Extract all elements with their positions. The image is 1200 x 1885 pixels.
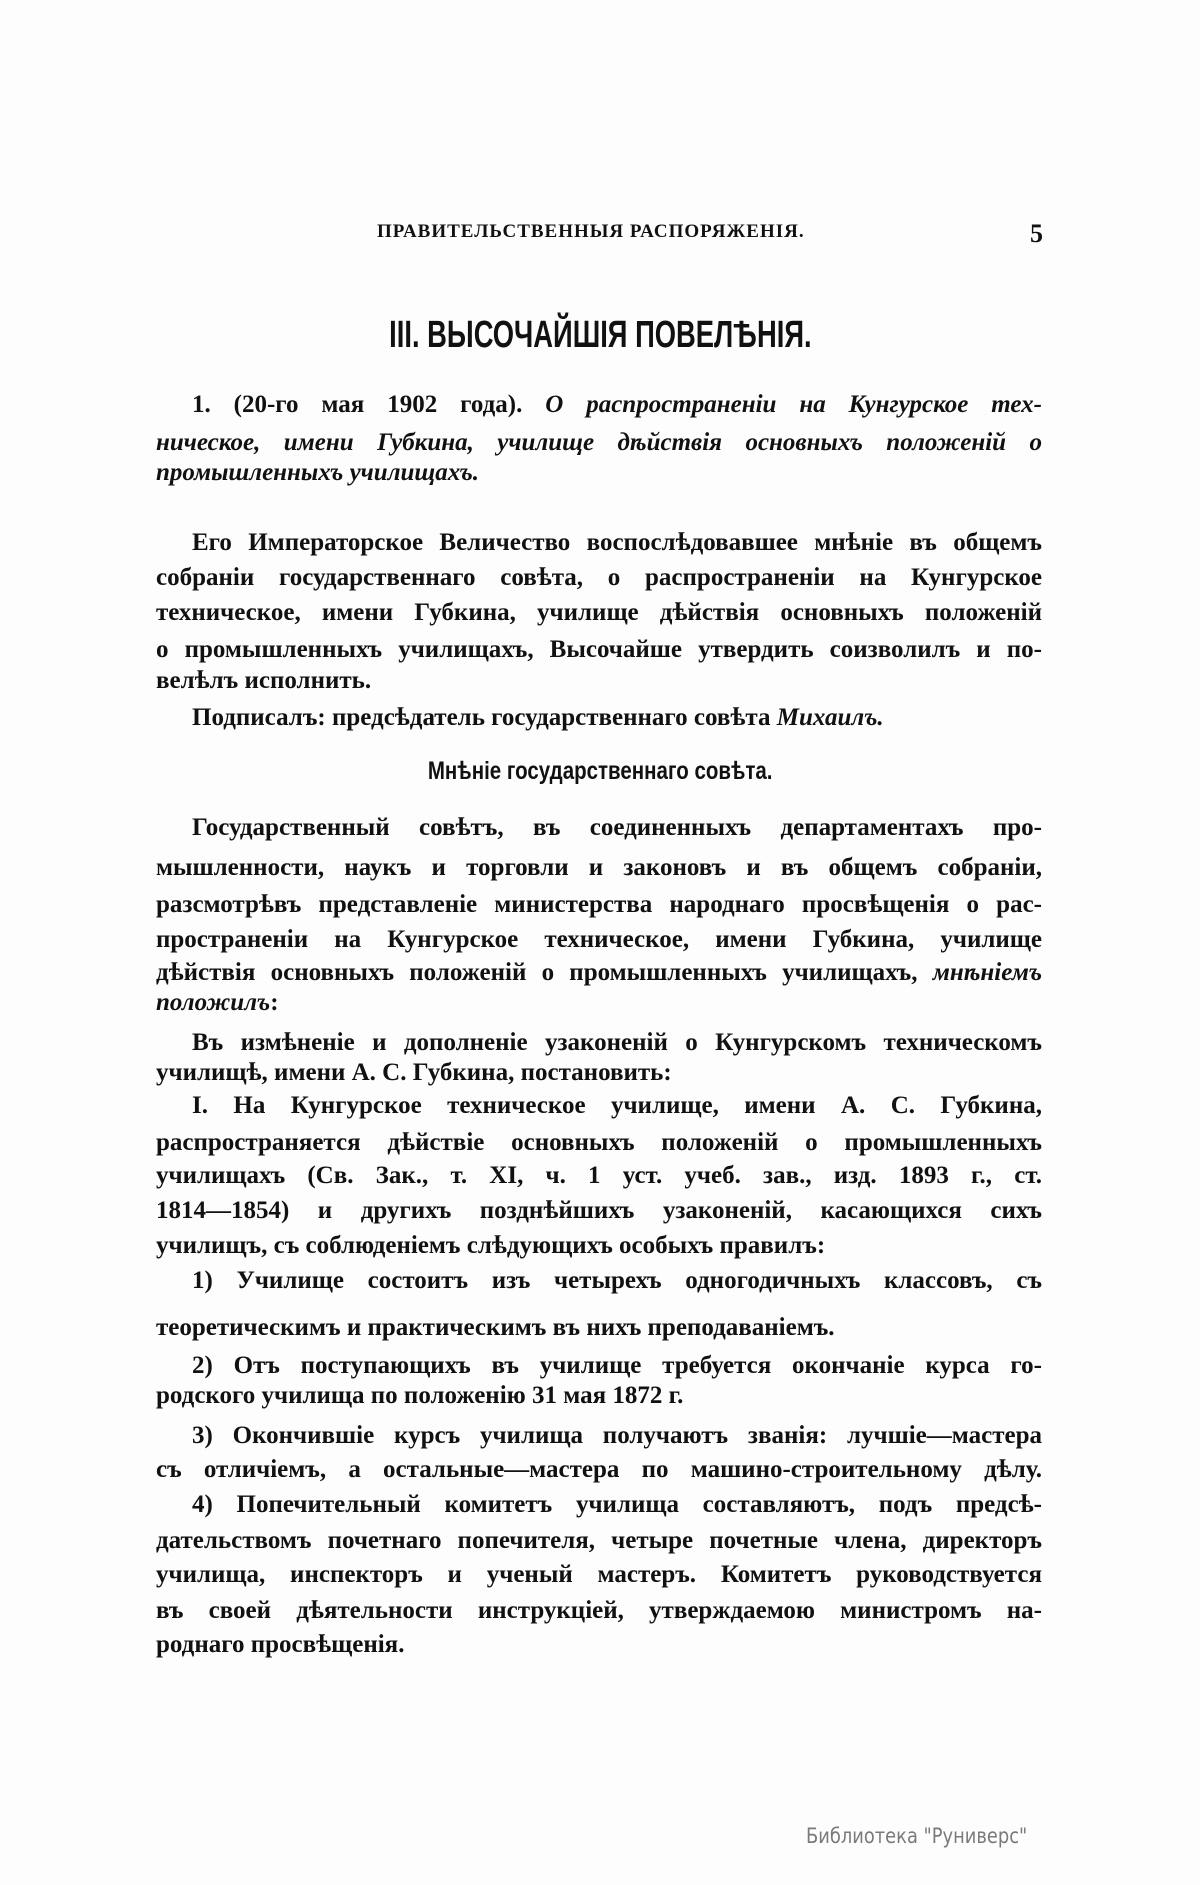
text-line (192, 1352, 1042, 1384)
text-segment: : (270, 989, 279, 1016)
text-segment: родского училища по положенію 31 мая 1872 г. (156, 1382, 684, 1409)
text-line (192, 391, 1042, 423)
text-segment: училищѣ, имени А. С. Губкина, постановить: (156, 1059, 672, 1086)
text-segment: Въ измѣненіе и дополненіе узаконеній о Кунгурскомъ техническомъ (192, 1029, 1042, 1056)
text-line (156, 1382, 1042, 1414)
text-line (156, 1162, 1042, 1194)
italic-text: положилъ (156, 989, 271, 1016)
text-line (192, 1491, 1042, 1523)
text-segment: въ своей дѣятельности инструкціей, утверждаемою министромъ на- (156, 1597, 1042, 1624)
text-line (156, 1314, 1042, 1346)
text-segment: 4) Попечительный комитетъ училища составляютъ, подъ предсѣ- (192, 1491, 1042, 1518)
italic-text: мнѣніемъ (932, 959, 1042, 986)
text-segment: роднаго просвѣщенія. (156, 1631, 405, 1658)
text-segment: пространеніи на Кунгурское техническое, имени Губкина, училище (156, 926, 1042, 953)
text-segment: техническое, имени Губкина, училище дѣйствія основныхъ положеній (156, 599, 1042, 626)
text-line (156, 1527, 1042, 1559)
text-segment: дѣйствія основныхъ положеній о промышленныхъ училищахъ, (156, 959, 933, 986)
text-segment: Подписалъ: предсѣдатель государственнаго совѣта (192, 704, 777, 731)
text-line (156, 1631, 1042, 1663)
page-number: 5 (1030, 219, 1043, 248)
text-segment: о промышленныхъ училищахъ, Высочайше утвердить соизволилъ и по- (156, 636, 1042, 663)
text-segment: 2) Отъ поступающихъ въ училище требуется окончаніе курса го- (192, 1352, 1042, 1379)
text-line (192, 814, 1042, 846)
text-line (156, 1561, 1042, 1593)
text-line (192, 1267, 1042, 1299)
text-line (156, 1059, 1042, 1091)
text-segment: 3) Окончившіе курсъ училища получаютъ званія: лучшіе—мастера (192, 1422, 1042, 1449)
text-segment: Его Императорское Величество воспослѣдовавшее мнѣніе въ общемъ (192, 529, 1042, 556)
text-segment: велѣлъ исполнить. (156, 667, 372, 694)
text-line (156, 1197, 1042, 1229)
text-line (156, 667, 1042, 699)
text-segment: дательствомъ почетнаго попечителя, четыре почетные члена, директоръ (156, 1527, 1042, 1554)
text-segment: теоретическимъ и практическимъ въ нихъ преподаваніемъ. (156, 1314, 835, 1341)
text-line (156, 429, 1042, 461)
text-line (156, 599, 1042, 631)
running-title: ПРАВИТЕЛЬСТВЕННЫЯ РАСПОРЯЖЕНІЯ. (377, 221, 805, 242)
text-line (156, 459, 1042, 491)
subheading-text: Мнѣніе государственнаго совѣта. (427, 757, 773, 785)
italic-text: О распространеніи на Кунгурское тех- (545, 391, 1042, 418)
text-segment: распространяется дѣйствіе основныхъ положеній о промышленныхъ (156, 1129, 1042, 1156)
section-title-text: III. ВЫСОЧАЙШІЯ ПОВЕЛѢНІЯ. (388, 314, 812, 356)
text-segment: I. На Кунгурское техническое училище, имени А. С. Губкина, (192, 1092, 1042, 1119)
text-line (156, 636, 1042, 668)
text-line (156, 1129, 1042, 1161)
text-line (156, 891, 1042, 923)
text-segment: собраніи государственнаго совѣта, о распространеніи на Кунгурское (156, 564, 1042, 591)
text-segment: разсмотрѣвъ представленіе министерства народнаго просвѣщенія о рас- (156, 891, 1042, 918)
italic-text: промышленныхъ училищахъ. (156, 459, 480, 486)
text-segment: училищъ, съ соблюденіемъ слѣдующихъ особыхъ правилъ: (156, 1232, 826, 1259)
italic-text: Михаилъ. (776, 704, 884, 731)
text-line (156, 959, 1042, 991)
text-line (156, 564, 1042, 596)
text-line (192, 1029, 1042, 1061)
text-segment: мышленности, наукъ и торговли и законовъ и въ общемъ собраніи, (156, 854, 1042, 881)
text-line (156, 1456, 1042, 1488)
text-segment: училища, инспекторъ и ученый мастеръ. Комитетъ руководствуется (156, 1561, 1042, 1588)
text-line (156, 854, 1042, 886)
text-line (156, 926, 1042, 958)
text-segment: училищахъ (Св. Зак., т. XI, ч. 1 уст. учеб. зав., изд. 1893 г., ст. (156, 1162, 1042, 1189)
text-line (192, 529, 1042, 561)
italic-text: ническое, имени Губкина, училище дѣйствія основныхъ положеній о (156, 429, 1042, 456)
subheading (0, 757, 1200, 786)
text-line (156, 989, 1042, 1021)
text-segment: 1. (20-го мая 1902 года). (192, 391, 546, 418)
text-line (156, 1597, 1042, 1629)
text-segment: Государственный совѣтъ, въ соединенныхъ департаментахъ про- (192, 814, 1042, 841)
section-title (0, 314, 1200, 357)
text-segment: 1) Училище состоитъ изъ четырехъ одногодичныхъ классовъ, съ (192, 1267, 1042, 1294)
library-watermark: Библиотека "Руниверс" (806, 1824, 1028, 1848)
text-line (192, 1422, 1042, 1454)
text-segment: 1814—1854) и другихъ позднѣйшихъ узаконеній, касающихся сихъ (156, 1197, 1042, 1224)
text-segment: съ отличіемъ, а остальные—мастера по машино-строительному дѣлу. (156, 1456, 1042, 1483)
text-line (156, 1232, 1042, 1264)
text-line (192, 704, 1042, 736)
text-line (192, 1092, 1042, 1124)
